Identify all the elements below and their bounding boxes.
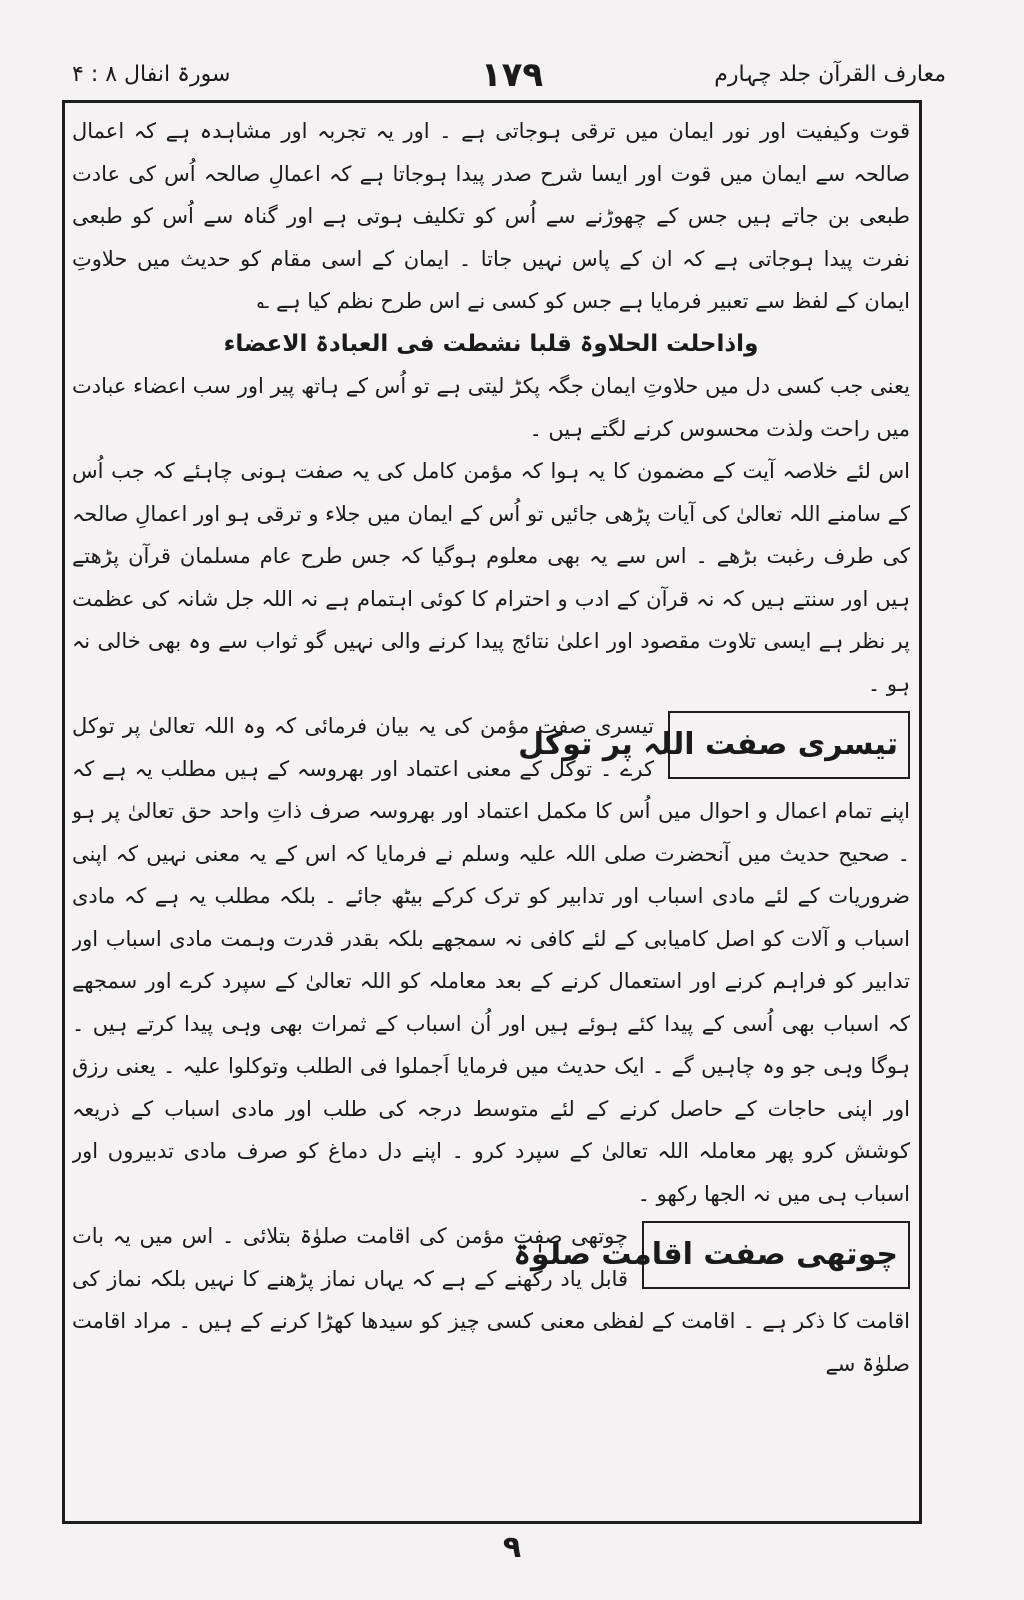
paragraph-5: چوتھی صفت مؤمن کی اقامت صلوٰۃ بتلائی ۔ اس میں یہ بات قابل یاد رکھنے کے ہے کہ یہاں نماز پڑھنے کا نہیں بلکہ نماز کی اقامت کا ذکر ہے ۔ اقامت کے لفظی معنی کسی چیز کو سیدھا کھڑا کرنے کے ہیں ۔ مراد اقامت صلوٰۃ سے [72,1224,910,1376]
paragraph-4: تیسری صفت مؤمن کی یہ بیان فرمائی کہ وہ اللہ تعالیٰ پر توکل کرے ۔ توکل کے معنی اعتماد اور بھروسہ کے ہیں مطلب یہ ہے کہ اپنے تمام اعمال و احوال میں اُس کا مکمل اعتماد اور بھروسہ صرف ذاتِ واحد حق تعالیٰ پر ہو ۔ صحیح حدیث میں آنحضرت صلی اللہ علیہ وسلم نے فرمایا کہ اس کے یہ معنی نہیں کہ اپنی ضروریات کے لئے مادی اسباب اور تدابیر کو ترک کرکے بیٹھ جائے ۔ بلکہ مطلب یہ ہے کہ مادی اسباب و آلات کو اصل کامیابی کے لئے کافی نہ سمجھے بلکہ بقدر قدرت وہمت مادی اسباب اور تدابیر کو فراہم کرنے اور استعمال کرنے کے بعد معاملہ کو اللہ تعالیٰ کے سپرد کرے اور سمجھے کہ اسباب بھی اُسی کے پیدا کئے ہوئے ہیں اور اُن اسباب کے ثمرات بھی وہی پیدا کرتے ہیں ۔ ہوگا وہی جو وہ چاہیں گے ۔ ایک حدیث میں فرمایا اَجملوا فی الطلب وتوکلوا علیہ ۔ یعنی رزق اور اپنی حاجات کے حاصل کرنے کے لئے متوسط درجہ کی طلب اور مادی اسباب کے ذریعہ کوشش کرو پھر معاملہ اللہ تعالیٰ کے سپرد کرو ۔ اپنے دل دماغ کو صرف مادی تدبیروں اور اسباب ہی میں نہ الجھا رکھو ۔ [72,714,910,1206]
heading-tawakkul: تیسری صفت اللہ پر توکل [668,711,910,779]
signature-mark: ٩ [502,1530,522,1565]
paragraph-2: یعنی جب کسی دل میں حلاوتِ ایمان جگہ پکڑ لیتی ہے تو اُس کے ہاتھ پیر اور سب اعضاء عبادت میں راحت ولذت محسوس کرنے لگتے ہیں ۔ [72,374,910,441]
book-title: معارف القرآن جلد چہارم [714,62,946,87]
surah-reference: سورۃ انفال ۸ : ۴ [72,62,231,87]
arabic-verse: واذاحلت الحلاوۃ قلبا نشطت فی العبادۃ الاعضاء [223,330,759,357]
page-number: ١٧٩ [480,55,544,95]
main-text [72,110,910,1512]
paragraph-3: اس لئے خلاصہ آیت کے مضمون کا یہ ہوا کہ مؤمن کامل کی یہ صفت ہونی چاہئے کہ جب اُس کے سامنے اللہ تعالیٰ کی آیات پڑھی جائیں تو اُس کے ایمان میں جلاء و ترقی ہو اور اعمالِ صالحہ کی طرف رغبت بڑھے ۔ اس سے یہ بھی معلوم ہوگیا کہ جس طرح عام مسلمان قرآن پڑھتے ہیں اور سنتے ہیں کہ نہ قرآن کے ادب و احترام کا کوئی اہتمام ہے نہ اللہ جل شانہ کی عظمت پر نظر ہے ایسی تلاوت مقصود اور اعلیٰ نتائج پیدا کرنے والی نہیں گو ثواب سے وہ بھی خالی نہ ہو ۔ [72,459,910,696]
paragraph-1: قوت وکیفیت اور نور ایمان میں ترقی ہوجاتی ہے ۔ اور یہ تجربہ اور مشاہدہ ہے کہ اعمال صالحہ سے ایمان میں قوت اور ایسا شرح صدر پیدا ہوجاتا ہے کہ اعمالِ صالحہ اُس کی عادت طبعی بن جاتے ہیں جس کے چھوڑنے سے اُس کو تکلیف ہوتی ہے اور گناہ سے اُس کو طبعی نفرت پیدا ہوجاتی ہے کہ ان کے پاس نہیں جاتا ۔ ایمان کے اسی مقام کو حدیث میں حلاوتِ ایمان کے لفظ سے تعبیر فرمایا ہے جس کو کسی نے اس طرح نظم کیا ہے ؎ [72,119,910,313]
heading-salat: چوتھی صفت اقامت صلوٰۃ [642,1221,910,1289]
